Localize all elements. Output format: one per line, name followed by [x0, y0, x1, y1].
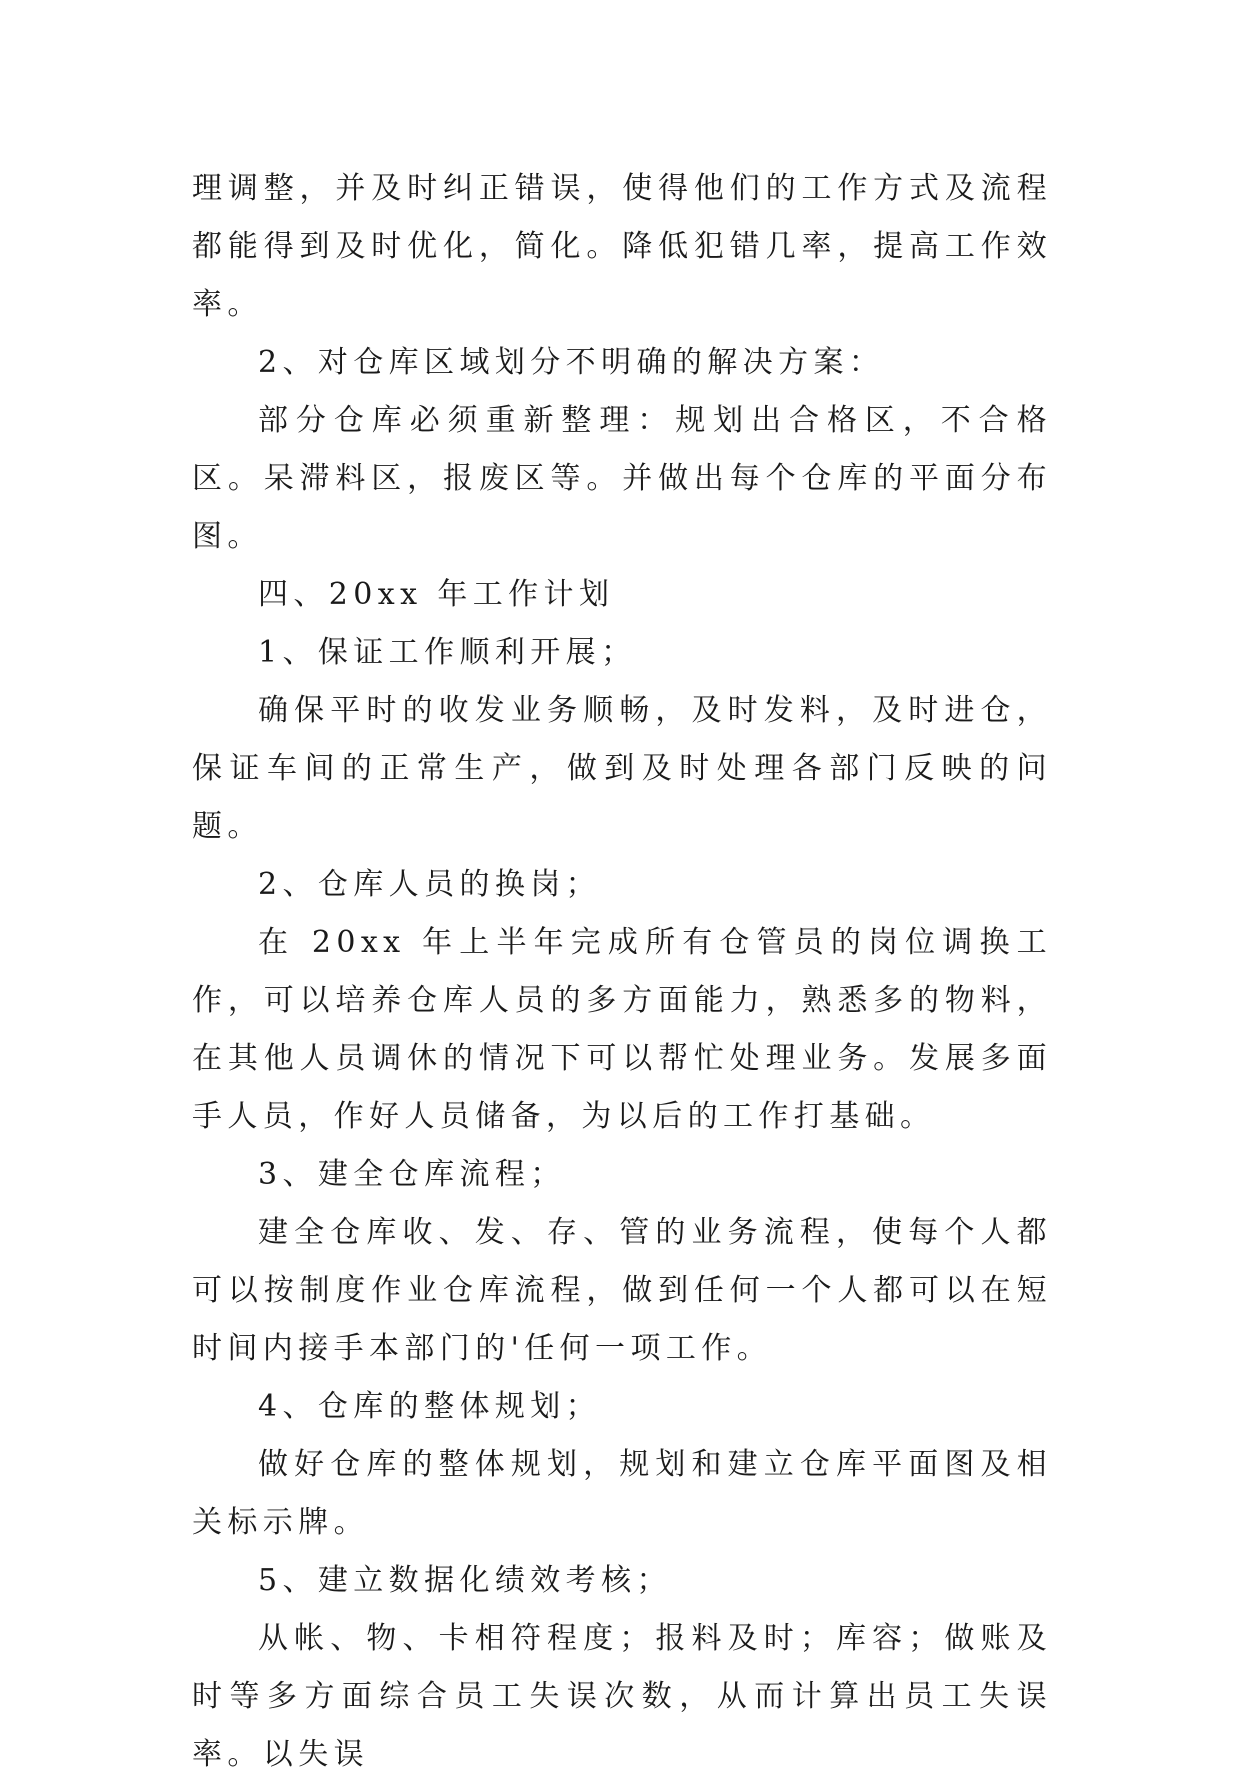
section-heading-work-plan: 四、20xx 年工作计划	[258, 577, 615, 612]
paragraph-continuation: 理调整，并及时纠正错误，使得他们的工作方式及流程都能得到及时优化，简化。降低犯错几率，提高工作效率。	[192, 171, 1052, 322]
document-body	[192, 160, 1052, 1784]
paragraph-warehouse-process: 建全仓库收、发、存、管的业务流程，使每个人都可以按制度作业仓库流程，做到任何一个人都可以在短时间内接手本部门的'任何一项工作。	[192, 1215, 1052, 1366]
paragraph-zoning-solution: 部分仓库必须重新整理：规划出合格区，不合格区。呆滞料区，报废区等。并做出每个仓库的平面分布图。	[192, 403, 1052, 554]
subheading-smooth-work: 1、保证工作顺利开展；	[258, 635, 637, 670]
paragraph-performance-assessment: 从帐、物、卡相符程度；报料及时；库容；做账及时等多方面综合员工失误次数，从而计算出员工失误率。以失误	[192, 1621, 1052, 1772]
paragraph-overall-planning: 做好仓库的整体规划，规划和建立仓库平面图及相关标示牌。	[192, 1447, 1052, 1540]
subheading-job-rotation: 2、仓库人员的换岗；	[258, 867, 602, 902]
subheading-overall-planning: 4、仓库的整体规划；	[258, 1389, 602, 1424]
paragraph-job-rotation: 在 20xx 年上半年完成所有仓管员的岗位调换工作，可以培养仓库人员的多方面能力，熟悉多的物料，在其他人员调休的情况下可以帮忙处理业务。发展多面手人员，作好人员储备，为以后的工作打基础。	[192, 925, 1052, 1134]
subheading-performance-assessment: 5、建立数据化绩效考核；	[258, 1563, 672, 1598]
subheading-warehouse-zoning: 2、对仓库区域划分不明确的解决方案：	[258, 345, 885, 380]
subheading-warehouse-process: 3、建全仓库流程；	[258, 1157, 566, 1192]
paragraph-smooth-work: 确保平时的收发业务顺畅，及时发料，及时进仓，保证车间的正常生产，做到及时处理各部门反映的问题。	[192, 693, 1052, 844]
